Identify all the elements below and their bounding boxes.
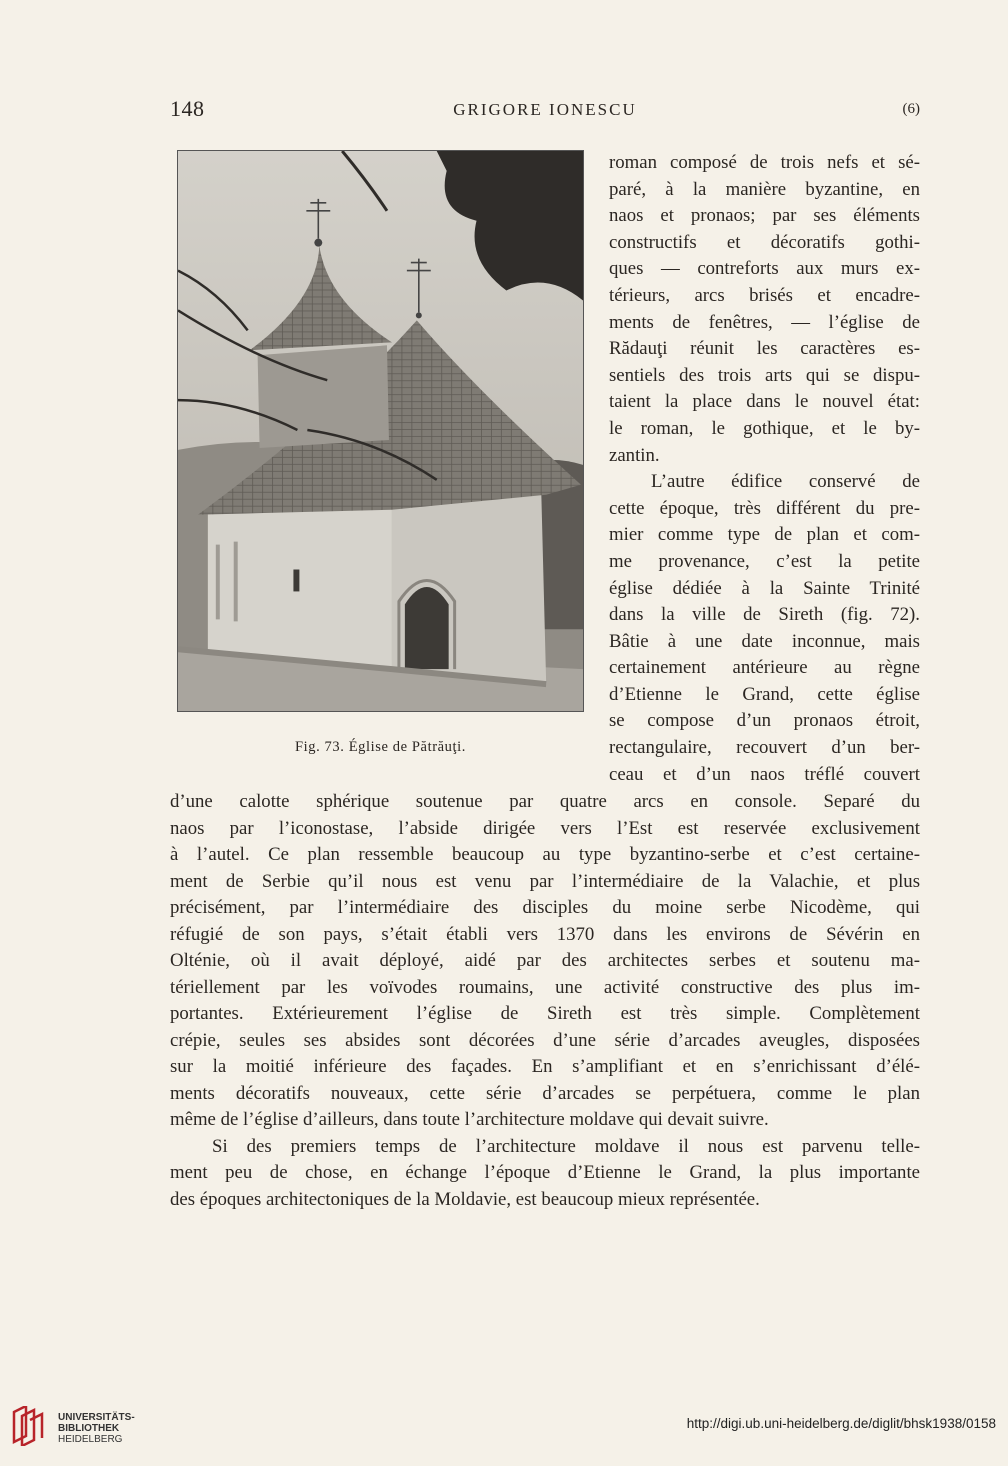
text-line: crépie, seules ses absides sont décorées d’une série d’arcades aveugles, disposées xyxy=(170,1029,920,1051)
text-line: ments décoratifs nouveaux, cette série d’arcades se perpétuera, comme le plan xyxy=(170,1082,920,1104)
source-url-link[interactable]: http://digi.ub.uni-heidelberg.de/diglit/bhsk1938/0158 xyxy=(686,1416,996,1431)
text-line: constructifs et décoratifs gothi- xyxy=(609,231,920,253)
text-line: même de l’église d’ailleurs, dans toute l’architecture moldave qui devait suivre. xyxy=(170,1109,769,1130)
full-width-text xyxy=(170,789,920,1213)
right-column-text xyxy=(609,150,920,788)
text-line: mier comme type de plan et com- xyxy=(609,524,920,546)
text-line: ment de Serbie qu’il nous est venu par l’intermédiaire de la Valachie, et plus xyxy=(170,870,920,892)
text-line: térieurs, arcs brisés et encadre- xyxy=(609,284,920,306)
library-name-line: BIBLIOTHEK xyxy=(58,1423,120,1434)
text-line: taient la place dans le nouvel état: xyxy=(609,391,920,413)
church-photograph xyxy=(177,150,584,712)
text-line: d’une calotte sphérique soutenue par quatre arcs en console. Separé du xyxy=(170,791,920,812)
text-line: L’autre édifice conservé de xyxy=(651,471,920,493)
running-title: GRIGORE IONESCU xyxy=(453,100,637,119)
page-number: 148 xyxy=(170,96,205,121)
text-line: église dédiée à la Sainte Trinité xyxy=(609,577,920,599)
text-line: ments de fenêtres, — l’église de xyxy=(609,311,920,333)
text-line: naos et pronaos; par ses éléments xyxy=(609,205,920,227)
text-line: le roman, le gothique, et le by- xyxy=(609,417,920,439)
text-line: à l’autel. Ce plan ressemble beaucoup au type byzantino-serbe et c’est certaine- xyxy=(170,844,920,865)
text-line: ment peu de chose, en échange l’époque d’Etienne le Grand, la plus importante xyxy=(170,1162,920,1183)
text-line: d’Etienne le Grand, cette église xyxy=(609,683,920,705)
text-line: roman composé de trois nefs et sé- xyxy=(609,152,920,173)
text-line: Olténie, où il avait déployé, aidé par des architectes serbes et soutenu ma- xyxy=(170,950,920,971)
text-line: réfugié de son pays, s’était établi vers 1370 dans les environs de Sévérin en xyxy=(170,923,920,945)
section-number: (6) xyxy=(902,101,920,117)
text-line: Si des premiers temps de l’architecture moldave il nous est parvenu telle- xyxy=(212,1135,920,1157)
text-line: dans la ville de Sireth (fig. 72). xyxy=(609,604,920,626)
text-line: me provenance, c’est la petite xyxy=(609,550,920,572)
text-line: des époques architectoniques de la Moldavie, est beaucoup mieux représentée. xyxy=(170,1188,760,1210)
church-photo-illustration xyxy=(178,151,583,711)
text-line: portantes. Extérieurement l’église de Sireth est très simple. Complètement xyxy=(170,1003,920,1024)
text-line: sentiels des trois arts qui se dispu- xyxy=(609,364,920,386)
text-line: ques — contreforts aux murs ex- xyxy=(609,258,920,280)
figure-caption: Fig. 73. Église de Pătrăuţi. xyxy=(294,739,467,755)
digitization-footer xyxy=(0,1398,1008,1458)
text-line: zantin. xyxy=(609,444,660,466)
running-header xyxy=(170,96,920,128)
text-line: se compose d’un pronaos étroit, xyxy=(609,710,920,732)
text-line: ceau et d’un naos tréflé couvert xyxy=(609,763,920,785)
text-line: certainement antérieure au règne xyxy=(609,657,920,679)
text-line: rectangulaire, recouvert d’un ber- xyxy=(609,737,920,759)
text-line: cette époque, très différent du pre- xyxy=(609,497,920,519)
text-line: tériellement par les voïvodes roumains, une activité constructive des plus im- xyxy=(170,976,920,998)
library-name xyxy=(58,1412,135,1445)
text-line: Bâtie à une date inconnue, mais xyxy=(609,630,920,652)
text-line: naos par l’iconostase, l’abside dirigée vers l’Est est reservée exclusivement xyxy=(170,817,920,839)
text-line: sur la moitié inférieure des façades. En s’amplifiant et en s’enrichissant d’élé- xyxy=(170,1056,920,1077)
library-name-line: UNIVERSITÄTS- xyxy=(58,1412,135,1423)
text-line: paré, à la manière byzantine, en xyxy=(609,178,920,200)
text-line: précisément, par l’intermédiaire des disciples du moine serbe Nicodème, qui xyxy=(170,897,920,918)
library-logo-icon xyxy=(12,1406,48,1446)
text-line: Rădauţi réunit les caractères es- xyxy=(609,338,920,360)
library-name-line: HEIDELBERG xyxy=(58,1434,123,1445)
